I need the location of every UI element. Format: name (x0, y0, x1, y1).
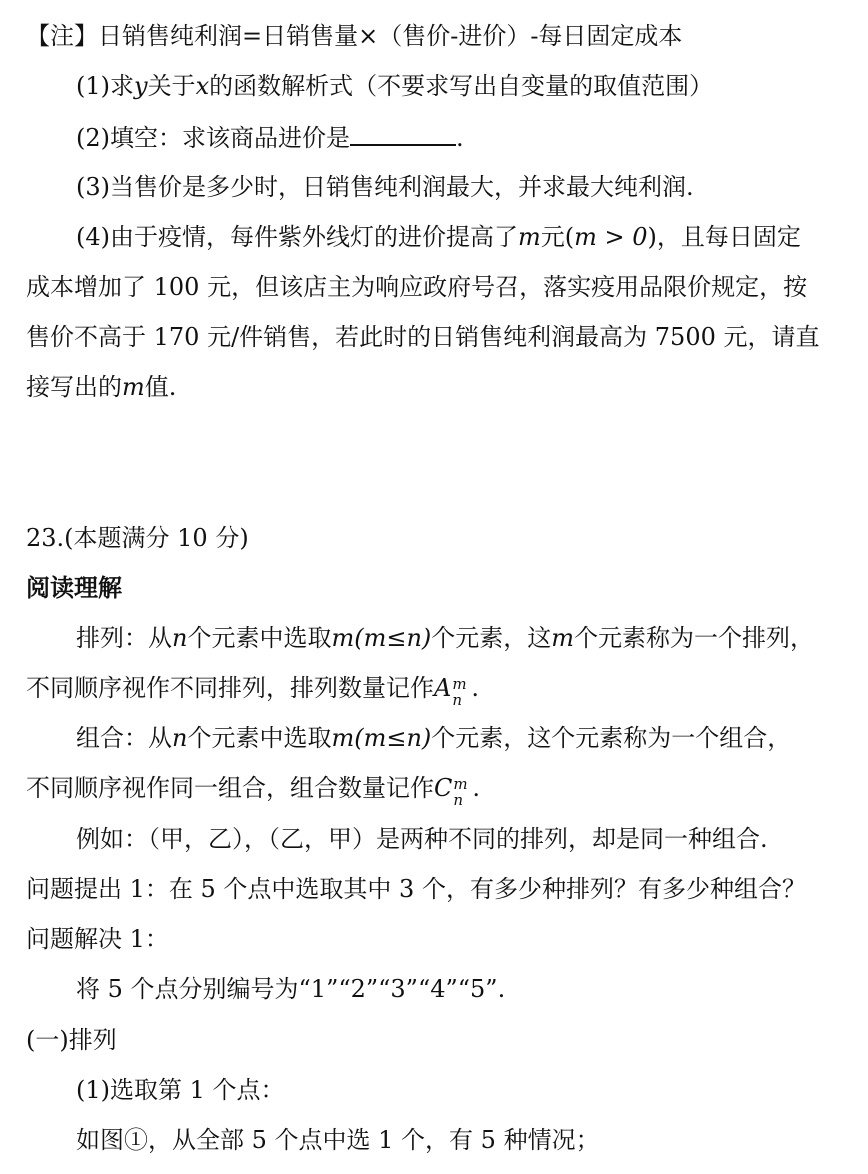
q22-part4-line1 (76, 222, 850, 252)
q22-part4-line2 (26, 272, 850, 302)
perm-symbol: A (434, 674, 452, 702)
q22-part2 (76, 122, 850, 153)
perm-text: 个元素中选取 (187, 624, 332, 652)
perm-text: 不同顺序视作不同排列，排列数量记作 (26, 674, 434, 702)
perm-subscript: n (452, 691, 463, 709)
condition-m-positive: m > 0 (574, 223, 648, 251)
section-title-text: 阅读理解 (26, 573, 122, 602)
q22-part4-line3 (26, 322, 850, 352)
q22-part4-text: 值. (144, 373, 177, 401)
example-text: 例如：（甲，乙），（乙，甲）是两种不同的排列，却是同一种组合. (76, 825, 768, 853)
comb-text: 不同顺序视作同一组合，组合数量记作 (26, 774, 434, 802)
q22-part3-text: (3)当售价是多少时，日销售纯利润最大，并求最大纯利润. (76, 173, 694, 201)
comb-symbol: C (434, 774, 453, 802)
note-text: 【注】日销售纯利润=日销售量×（售价-进价）-每日固定成本 (26, 22, 683, 50)
perm-text: 个元素称为一个排列， (574, 624, 815, 652)
comb-indices (452, 773, 472, 809)
var-n: n (172, 724, 188, 752)
var-n: n (172, 624, 188, 652)
var-m: m (331, 724, 355, 752)
q22-part2-text: (2)填空：求该商品进价是 (76, 124, 350, 152)
comb-subscript: n (453, 791, 464, 809)
var-y: y (134, 72, 148, 100)
comb-text: 组合：从 (76, 724, 172, 752)
q22-part4-line4 (26, 372, 850, 402)
q22-part1-text: 关于 (147, 72, 196, 100)
perm-def-line1 (76, 623, 850, 653)
step1-desc-text: 如图①，从全部 5 个点中选 1 个，有 5 种情况； (76, 1126, 600, 1154)
condition-m-le-n: (m≤n) (354, 624, 432, 652)
step1-text: (1)选取第 1 个点： (76, 1076, 285, 1104)
question-number: 23.(本题满分 10 分) (26, 524, 249, 552)
comb-def-line2 (26, 773, 850, 809)
var-m: m (122, 373, 145, 401)
problem1-line (26, 874, 850, 904)
perm-def-line2 (26, 673, 850, 709)
q22-part4-text: 售价不高于 170 元/件销售，若此时的日销售纯利润最高为 7500 元，请直 (26, 323, 820, 351)
step1-desc-line (76, 1125, 850, 1155)
var-m: m (551, 624, 575, 652)
q22-part2-period: . (456, 124, 464, 152)
part1-heading (26, 1025, 850, 1055)
problem1-text: 问题提出 1：在 5 个点中选取其中 3 个，有多少种排列？有多少种组合？ (26, 875, 806, 903)
q22-part1-text: 的函数解析式（不要求写出自变量的取值范围） (209, 72, 714, 100)
var-x: x (195, 72, 210, 100)
q22-part1 (76, 71, 850, 101)
q22-part1-text: (1)求 (76, 72, 134, 100)
section-title (26, 573, 850, 603)
numbering-text: 将 5 个点分别编号为“1”“2”“3”“4”“5”. (76, 975, 506, 1003)
perm-text: 个元素，这 (431, 624, 552, 652)
q22-part4-text: 接写出的 (26, 373, 122, 401)
comb-text: 个元素，这个元素称为一个组合， (431, 724, 792, 752)
comb-superscript: m (453, 775, 468, 793)
solution1-line (26, 924, 850, 954)
note-line (26, 21, 850, 51)
q22-part4-text: (4)由于疫情，每件紫外线灯的进价提高了 (76, 223, 518, 251)
q22-part4-text: 成本增加了 100 元，但该店主为响应政府号召，落实疫用品限价规定，按 (26, 273, 808, 301)
perm-text: 排列：从 (76, 624, 172, 652)
perm-text: . (471, 674, 479, 702)
var-m: m (518, 223, 541, 251)
solution1-text: 问题解决 1： (26, 925, 169, 953)
part1-text: (一)排列 (26, 1026, 117, 1054)
perm-indices (451, 673, 471, 709)
q22-part4-text: )，且每日固定 (647, 223, 801, 251)
q22-part3 (76, 172, 850, 202)
answer-blank[interactable] (350, 122, 456, 146)
var-m: m (331, 624, 355, 652)
comb-text: . (472, 774, 481, 802)
comb-def-line1 (76, 723, 850, 753)
numbering-line (76, 974, 850, 1004)
perm-superscript: m (452, 675, 467, 693)
q23-header (26, 523, 850, 553)
comb-text: 个元素中选取 (187, 724, 332, 752)
example-line (76, 824, 850, 854)
q22-part4-text: 元( (540, 223, 575, 251)
condition-m-le-n: (m≤n) (354, 724, 432, 752)
step1-line (76, 1075, 850, 1105)
